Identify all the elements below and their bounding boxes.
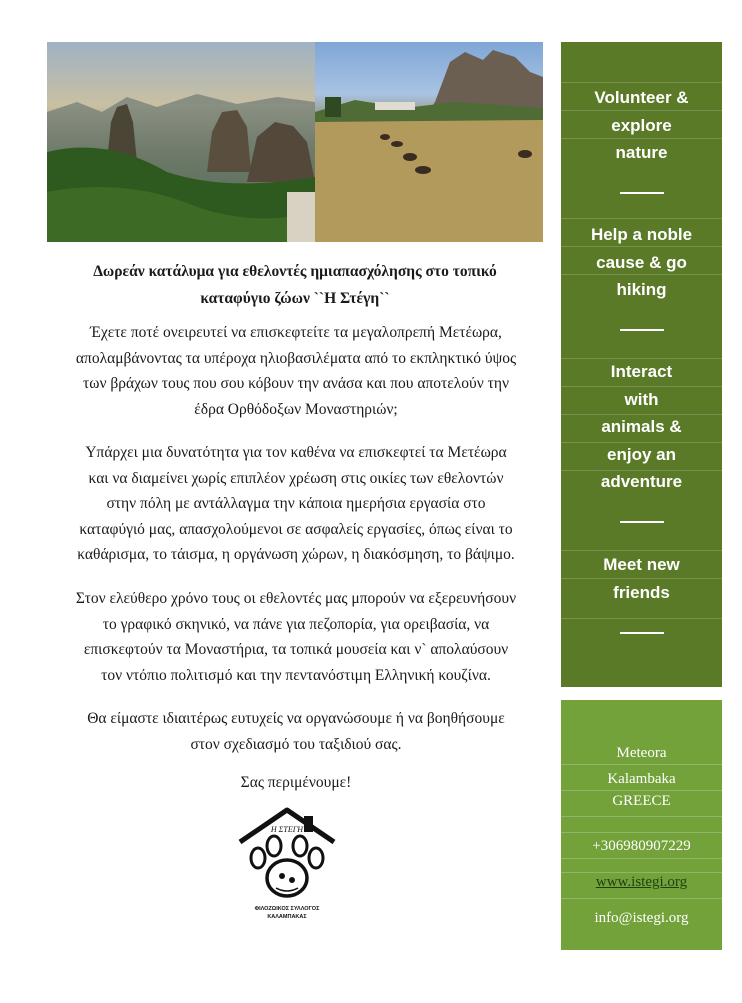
slogan-line: enjoy an [607,444,676,464]
paragraph-line: τον ντόπιο πολιτισμό και την πεντανόστιμη Ελληνική κουζίνα. [101,666,491,684]
shelter-logo [232,806,342,924]
meteora-landscape-photo [47,42,315,242]
paragraph-line: το γραφικό σκηνικό, να πάνε για πεζοπορία, για ορειβασία, να [102,615,490,633]
logo-subtitle-2: ΚΑΛΑΜΠΑΚΑΣ [267,914,307,920]
paragraph-line: στον σχεδιασμό του ταξιδιού σας. [190,735,402,753]
slogan-volunteer [561,84,722,167]
slogan-interact [561,358,722,496]
contact-phone[interactable]: +306980907229 [592,838,691,854]
paragraph-line: έδρα Ορθόδοξων Μοναστηριών; [194,400,398,418]
slogan-line: cause & go [596,252,687,272]
paragraph-line: απολαμβάνοντας τα υπέροχα ηλιοβασιλέματα από το εκπληκτικό ύψος [75,349,517,367]
paragraph-line: των βράχων τους που σου κόβουν την ανάσα και που αποτελούν την [83,375,509,392]
paragraph-trip-planning [26,706,566,757]
paragraph-line: και να διαμείνει χωρίς επιπλέον χρέωση στις οικίες των εθελοντών [88,469,504,487]
header-photos [47,42,543,242]
headline-line-1: Δωρεάν κατάλυμα για εθελοντές ημιαπασχόλησης στο τοπικό [93,263,497,280]
paragraph-line: Στον ελεύθερο χρόνο τους οι εθελοντές μας μπορούν να εξερευνήσουν [75,590,517,607]
contact-town: Kalambaka [607,771,676,787]
paragraph-line: Θα είμαστε ιδιαιτέρως ευτυχείς να οργανώσουμε ή να βοηθήσουμε [87,710,505,727]
slogan-line: Help a noble [590,225,693,244]
slogan-line: Interact [610,362,673,381]
slogan-line: Volunteer & [594,88,689,107]
paragraph-closing [26,770,566,796]
paragraph-line: επισκεφτούν τα Μοναστήρια, τα τοπικά μουσεία και ν` απολαύσουν [83,641,509,658]
slogan-line: nature [615,143,668,162]
sidebar-slogans [561,42,722,687]
slogan-line: Meet new [603,555,680,574]
field-with-dogs-photo [315,42,543,242]
logo-title: Η ΣΤΕΓΗ [270,825,304,834]
sidebar-contact [561,700,722,950]
paragraph-free-stay [26,440,566,568]
paragraph-meteora-dream [26,320,566,422]
paragraph-line: καταφύγιό μας, απασχολούμενοι σε ασφαλείς εργασίες, όπως είναι το [79,520,513,538]
divider [620,192,664,194]
slogan-line: hiking [616,280,667,299]
slogan-meet [561,551,722,606]
slogan-line: explore [611,115,672,135]
divider [620,632,664,634]
paragraph-line: Σας περιμένουμε! [240,774,352,791]
paragraph-free-time [26,586,566,688]
contact-country: GREECE [612,793,671,809]
headline [47,258,543,312]
divider [620,329,664,331]
paragraph-line: Υπάρχει μια δυνατότητα για τον καθένα να επισκεφτεί τα Μετέωρα [85,444,507,461]
logo-subtitle-1: ΦΙΛΟΖΩΙΚΟΣ ΣΥΛΛΟΓΟΣ [254,906,320,912]
divider [620,521,664,523]
slogan-line: with [624,389,659,409]
website-link[interactable]: www.istegi.org [595,874,688,890]
contact-city: Meteora [616,745,667,761]
slogan-line: adventure [600,472,683,491]
paragraph-line: Έχετε ποτέ ονειρευτεί να επισκεφτείτε τα μεγαλοπρεπή Μετέωρα, [90,324,502,341]
slogan-line: friends [613,582,670,602]
headline-line-2: καταφύγιο ζώων ``Η Στέγη`` [200,290,390,307]
slogan-line: animals & [601,417,682,436]
paragraph-line: καθάρισμα, το τάισμα, η οργάνωση χώρων, η διακόσμηση, το βάψιμο. [77,546,515,563]
slogan-help [561,221,722,304]
paragraph-line: στην πόλη με αντάλλαγμα την κάποια ημερήσια εργασία στο [106,495,486,512]
contact-email[interactable]: info@istegi.org [594,910,689,926]
